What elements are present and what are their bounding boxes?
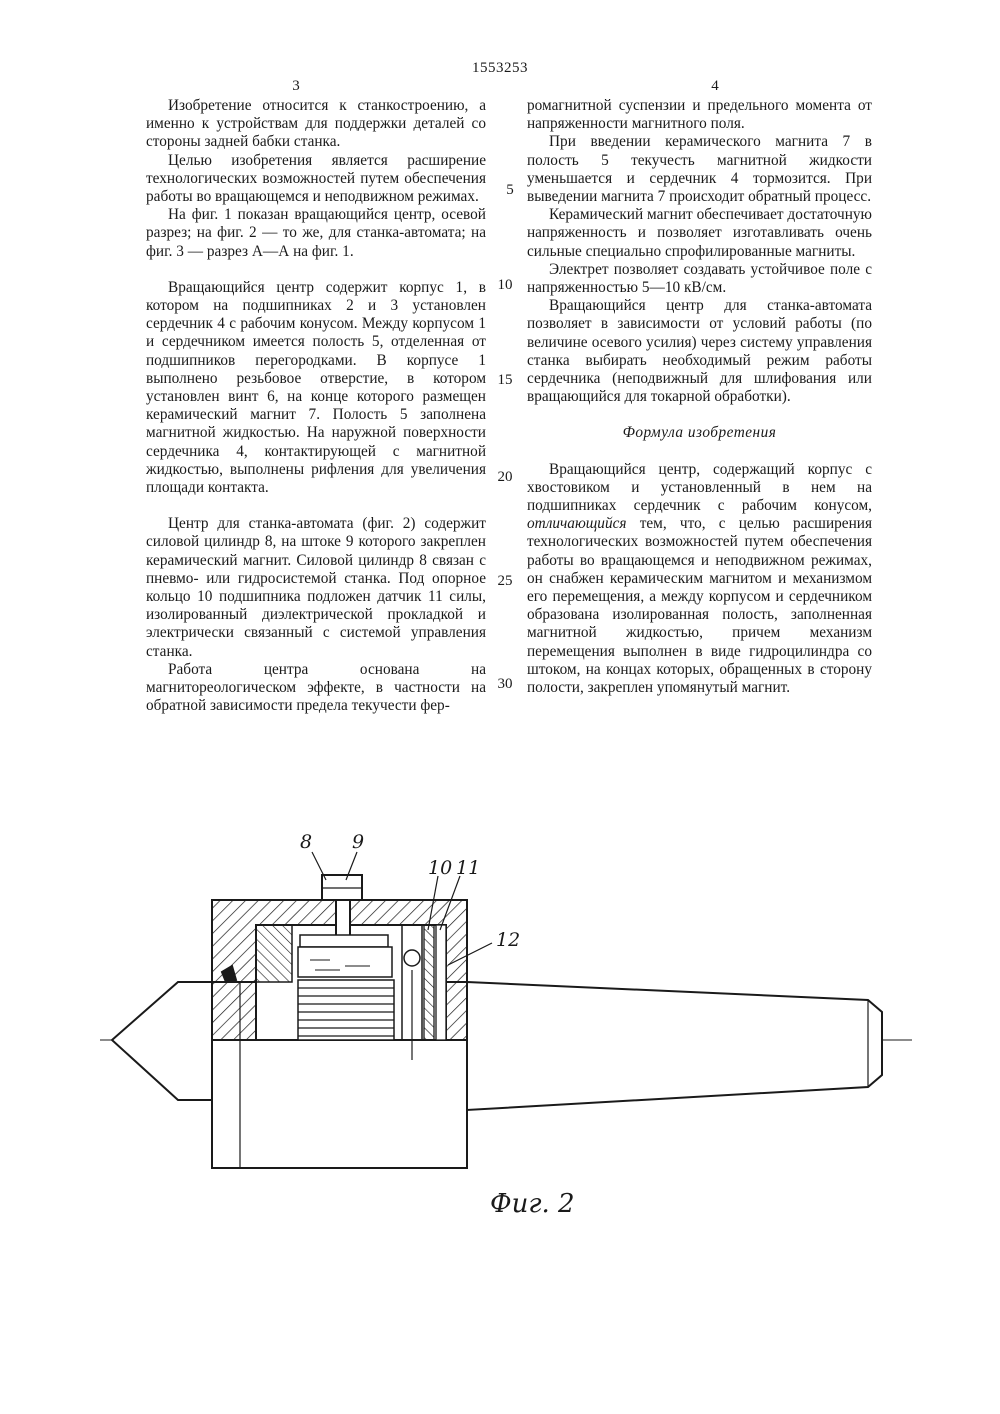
- support-ring: [424, 925, 434, 1040]
- paragraph: ромагнитной суспензии и предельного момента от напряженности магнитного поля.: [527, 97, 872, 133]
- formula-heading: Формула изобретения: [622, 424, 777, 442]
- label-8: 8: [300, 831, 313, 853]
- label-10: 10: [428, 857, 453, 879]
- line-number: 10: [497, 277, 513, 293]
- ribbed-core: [298, 980, 394, 1040]
- claim-text: Вращающийся центр, содержащий корпус с хвостовиком и установленный в нем на подшипниках сердечник с рабочим конусом,: [527, 460, 872, 515]
- paragraph: Целью изобретения является расширение технологических возможностей путем обеспечения работы во вращающемся и неподвижном режимах.: [146, 151, 486, 206]
- line-number: 15: [497, 372, 513, 388]
- line-number: 25: [497, 573, 513, 589]
- label-12: 12: [496, 929, 521, 951]
- figure-caption: Фиг. 2: [490, 1189, 575, 1219]
- shank-taper: [467, 982, 882, 1110]
- paragraph: Изобретение относится к станкостроению, а именно к устройствам для поддержки деталей со стороны задней бабки станка.: [146, 97, 486, 151]
- paragraph: Электрет позволяет создавать устойчивое поле с напряженностью 5—10 кВ/см.: [527, 260, 872, 297]
- paragraph: Центр для станка-автомата (фиг. 2) содержит силовой цилиндр 8, на штоке 9 которого закреплен керамический магнит. Силовой цилиндр 8 связан с пневмо- или гидросистемой станка. Под опорное кольцо 10 подшипника подложен датчик 11 силы, изолированный диэлектрической прокладкой и электрически связанный с системой управления станка.: [146, 515, 486, 660]
- paragraph: Вращающийся центр для станка-автомата позволяет в зависимости от условий работы (по величине осевого усилия) через систему управления станка выбирать необходимый режим работы сердечника (неподвижный для шлифования или вращающийся для токарной обработки).: [527, 297, 872, 406]
- bearing-block: [256, 925, 292, 982]
- paragraph: При введении керамического магнита 7 в полость 5 текучесть магнитной жидкости уменьшается и сердечник 4 тормозится. При выведении магнита 7 происходит обратный процесс.: [527, 133, 872, 206]
- line-number: 30: [497, 676, 513, 692]
- label-9: 9: [352, 831, 365, 853]
- label-11: 11: [456, 857, 481, 879]
- ball-bearing: [404, 950, 420, 966]
- force-sensor: [436, 925, 446, 1040]
- paragraph: Работа центра основана на магнитореологическом эффекте, в частности на обратной зависимости предела текучести фер-: [146, 660, 486, 715]
- line-number: 20: [497, 469, 513, 485]
- claim-text: тем, что, с целью расширения технологических возможностей путем обеспечения работы во вращающемся и неподвижном режимах, он снабжен керамическим магнитом и механизмом его перемещения, а между корпусом и сердечником образована изолированная полость, заполненная магнитной жидкостью, причем механизм перемещения выполнен в виде гидроцилиндра со штоком, на концах которых, обращенных в сторону полости, закреплен упомянутый магнит.: [527, 515, 872, 697]
- magnetic-fluid-cavity: [298, 947, 392, 977]
- paragraph: Вращающийся центр содержит корпус 1, в котором на подшипниках 2 и 3 установлен сердечник 4 с рабочим конусом. Между корпусом 1 и сердечником имеется полость 5, отделенная от подшипников перегородками. В корпусе 1 выполнено резьбовое отверстие, в котором установлен винт 6, на конце которого размещен керамический магнит 7. Полость 5 заполнена магнитной жидкостью. На наружной поверхности сердечника 4, контактирующей с магнитной жидкостью, выполнены рифления для увеличения площади контакта.: [146, 278, 486, 497]
- patent-number: 1553253: [472, 60, 528, 76]
- working-cone: [112, 982, 212, 1100]
- paragraph: На фиг. 1 показан вращающийся центр, осевой разрез; на фиг. 2 — то же, для станка-автомата; на фиг. 3 — разрез А—А на фиг. 1.: [146, 206, 486, 260]
- page-number-left: 3: [292, 78, 300, 94]
- line-number: 5: [506, 182, 514, 198]
- paragraph: Керамический магнит обеспечивает достаточную напряженность и позволяет изготавливать очень сильные специально спрофилированные магниты.: [527, 206, 872, 260]
- page-number-right: 4: [711, 78, 719, 94]
- claim-emphasis: отличающийся: [527, 515, 627, 533]
